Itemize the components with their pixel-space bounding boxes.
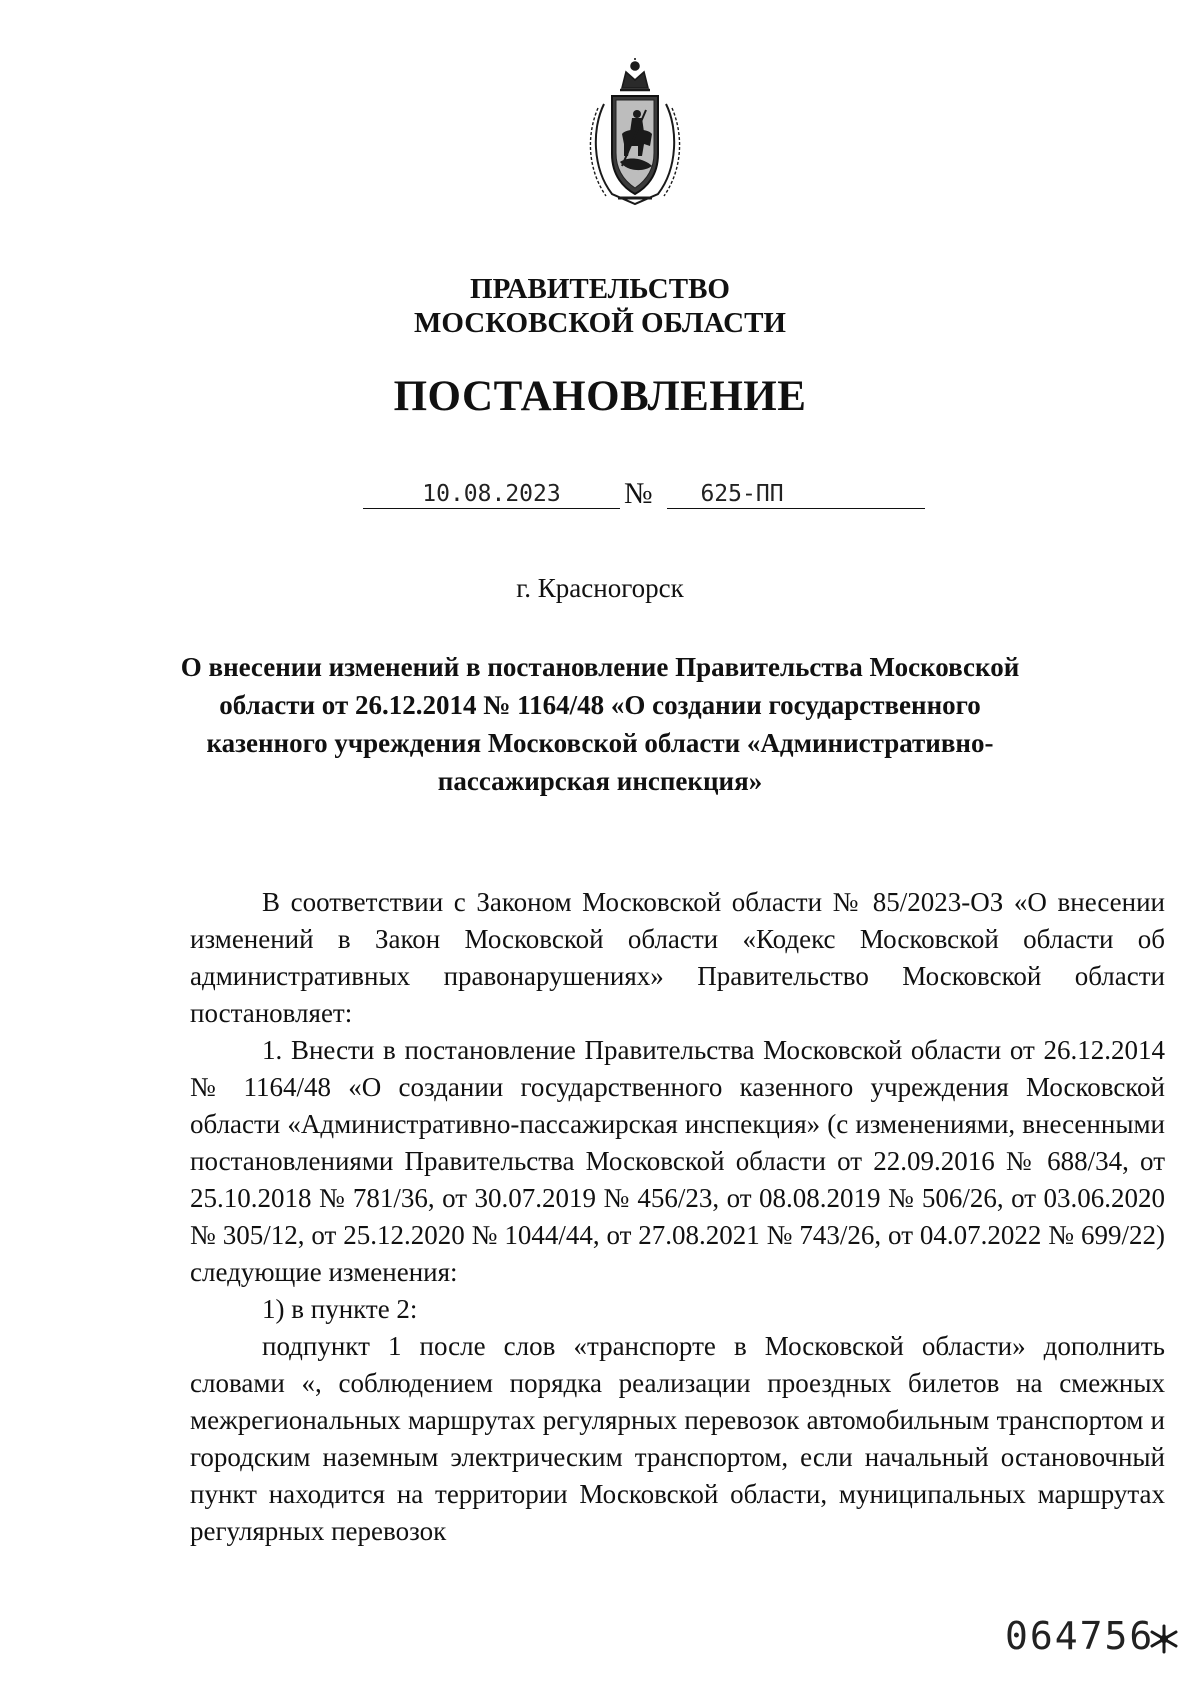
body-paragraph-preamble: В соответствии с Законом Московской области № 85/2023-ОЗ «О внесении изменений в Закон Московской области «Кодекс Московской области об административных правонарушениях» Правительство Московской области постановляет: — [190, 887, 1165, 1028]
document-type: ПОСТАНОВЛЕНИЕ — [393, 373, 807, 420]
number-sign: № — [624, 477, 653, 510]
government-name-line1: ПРАВИТЕЛЬСТВО — [470, 273, 730, 305]
serial-number: 064756 — [1005, 1614, 1155, 1658]
coat-of-arms-emblem — [582, 58, 688, 206]
document-title: О внесении изменений в постановление Правительства Московской области от 26.12.2014 № 1164/48 «О создании государственного казенного учреждения Московской области «Административно-пассажирская инспекция» — [180, 652, 1020, 796]
date-underline — [363, 508, 620, 509]
body-paragraph-subpoint: подпункт 1 после слов «транспорте в Московской области» дополнить словами «, соблюдением порядка реализации проездных билетов на смежных межрегиональных маршрутах регулярных перевозок автомобильным транспортом и городским наземным электрическим транспортом, если начальный остановочный пункт находится на территории Московской области, муниципальных маршрутах регулярных перевозок — [190, 1331, 1165, 1546]
city-name: г. Красногорск — [516, 573, 684, 603]
government-name-line2: МОСКОВСКОЙ ОБЛАСТИ — [413, 307, 786, 339]
date-number-line — [0, 476, 1200, 516]
document-body — [190, 884, 1165, 1550]
number-underline — [667, 508, 925, 509]
body-paragraph-item-1: 1. Внести в постановление Правительства Московской области от 26.12.2014 № 1164/48 «О создании государственного казенного учреждения Московской области «Административно-пассажирская инспекция» (с изменениями, внесенными постановлениями Правительства Московской области от 22.09.2016 № 688/34, от 25.10.2018 № 781/36, от 30.07.2019 № 456/23, от 08.08.2019 № 506/26, от 03.06.2020 № 305/12, от 25.12.2020 № 1044/44, от 27.08.2021 № 743/26, от 04.07.2022 № 699/22) следующие изменения: — [190, 1035, 1165, 1287]
document-number: 625-ПП — [700, 481, 784, 507]
document-date: 10.08.2023 — [422, 481, 561, 507]
body-paragraph-subitem-1: 1) в пункте 2: — [262, 1294, 418, 1324]
asterisk-mark-icon — [1147, 1622, 1181, 1656]
